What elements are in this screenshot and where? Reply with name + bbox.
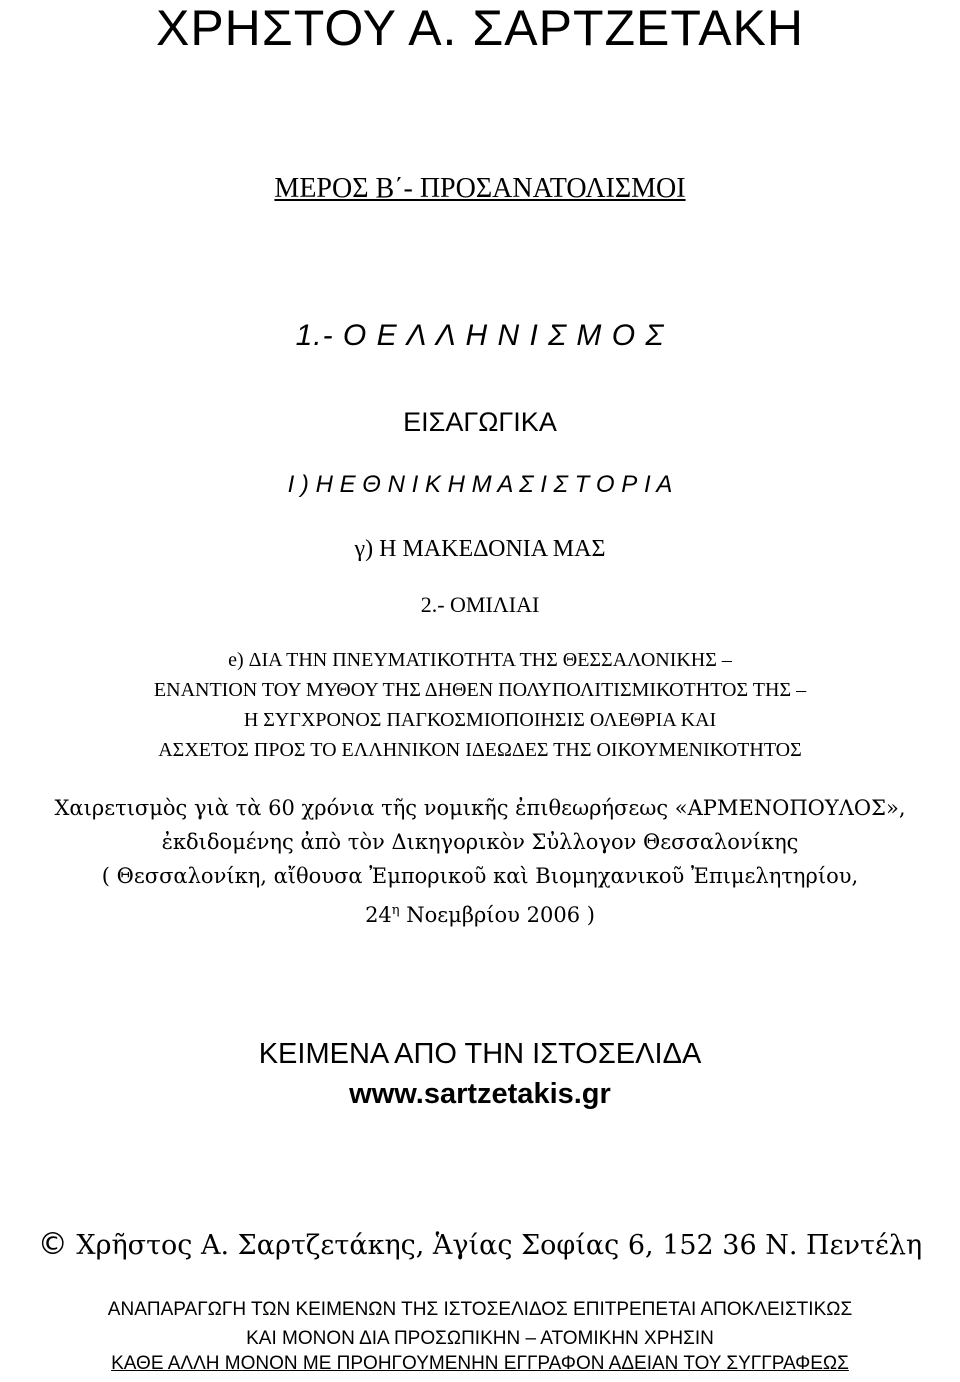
part-title: ΜΕΡΟΣ Β΄- ΠΡΟΣΑΝΑΤΟΛΙΣΜΟΙ [274, 173, 686, 204]
subtitle-line: Η ΣΥΓΧΡΟΝΟΣ ΠΑΓΚΟΣΜΙΟΠΟΙΗΣΙΣ ΟΛΕΘΡΙΑ ΚΑΙ [243, 709, 717, 731]
section-macedonia: γ) Η ΜΑΚΕΔΟΝΙΑ ΜΑΣ [354, 536, 606, 562]
date-day: 24 [365, 903, 392, 927]
greeting-line: ἐκδιδομένης ἀπὸ τὸν Δικηγορικὸν Σὐλλογον Θεσσαλονίκης [161, 830, 799, 854]
section-history: Ι ) Η Ε Θ Ν Ι Κ Η Μ Α Σ Ι Σ Τ Ο Ρ Ι Α [287, 471, 673, 498]
subtitle-line: e) ΔΙΑ ΤΗΝ ΠΝΕΥΜΑΤΙΚΟΤΗΤΑ ΤΗΣ ΘΕΣΣΑΛΟΝΙΚΗΣ – [228, 649, 732, 671]
date-rest: Νοεμβρίου 2006 ) [399, 903, 595, 927]
date-ordinal: η [391, 903, 400, 918]
greeting-line: Χαιρετισμὸς γιὰ τὰ 60 χρόνια τῆς νομικῆς ἐπιθεωρήσεως «ΑΡΜΕΝΟΠΟΥΛΟΣ», [54, 796, 906, 820]
notice-line: ΚΑΘΕ ΑΛΛΗ ΜΟΝΟΝ ΜΕ ΠΡΟΗΓΟΥΜΕΝΗΝ ΕΓΓΡΑΦΟΝ ΑΔΕΙΑΝ ΤΟΥ ΣΥΓΓΡΑΦΕΩΣ [111, 1353, 849, 1374]
notice-line: ΚΑΙ ΜΟΝΟΝ ΔΙΑ ΠΡΟΣΩΠΙΚΗΝ – ΑΤΟΜΙΚΗΝ ΧΡΗΣΙΝ [246, 1328, 714, 1349]
subtitle-line: ΑΣΧΕΤΟΣ ΠΡΟΣ ΤΟ ΕΛΛΗΝΙΚΟΝ ΙΔΕΩΔΕΣ ΤΗΣ ΟΙΚΟΥΜΕΝΙΚΟΤΗΤΟΣ [158, 739, 802, 761]
greeting-line: ( Θεσσαλονίκη, αἴθουσα Ἐμπορικοῦ καὶ Βιομηχανικοῦ Ἐπιμελητηρίου, [101, 864, 859, 888]
copyright-text: Χρῆστος Α. Σαρτζετάκης, Ἁγίας Σοφίας 6, 152 36 Ν. Πεντέλη [76, 1230, 923, 1261]
date-line [0, 898, 960, 928]
speeches-heading: 2.- ΟΜΙΛΙΑΙ [420, 592, 540, 617]
notice-line: ΑΝΑΠΑΡΑΓΩΓΗ ΤΩΝ ΚΕΙΜΕΝΩΝ ΤΗΣ ΙΣΤΟΣΕΛΙΔΟΣ ΕΠΙΤΡΕΠΕΤΑΙ ΑΠΟΚΛΕΙΣΤΙΚΩΣ [107, 1299, 853, 1320]
chapter-title: 1.- Ο Ε Λ Λ Η Ν Ι Σ Μ Ο Σ [295, 319, 665, 352]
website-link[interactable]: www.sartzetakis.gr [349, 1078, 611, 1110]
subtitle-line: ΕΝΑΝΤΙΟΝ ΤΟΥ ΜΥΘΟΥ ΤΗΣ ΔΗΘΕΝ ΠΟΛΥΠΟΛΙΤΙΣΜΙΚΟΤΗΤΟΣ ΤΗΣ – [153, 679, 807, 701]
intro-heading: ΕΙΣΑΓΩΓΙΚΑ [403, 407, 557, 437]
author-title: ΧΡΗΣΤΟΥ Α. ΣΑΡΤΖΕΤΑΚΗ [155, 0, 805, 56]
copyright-line [0, 1228, 960, 1263]
texts-heading: ΚΕΙΜΕΝΑ ΑΠΟ ΤΗΝ ΙΣΤΟΣΕΛΙΔΑ [258, 1038, 702, 1070]
copyright-icon: © [37, 1227, 68, 1262]
